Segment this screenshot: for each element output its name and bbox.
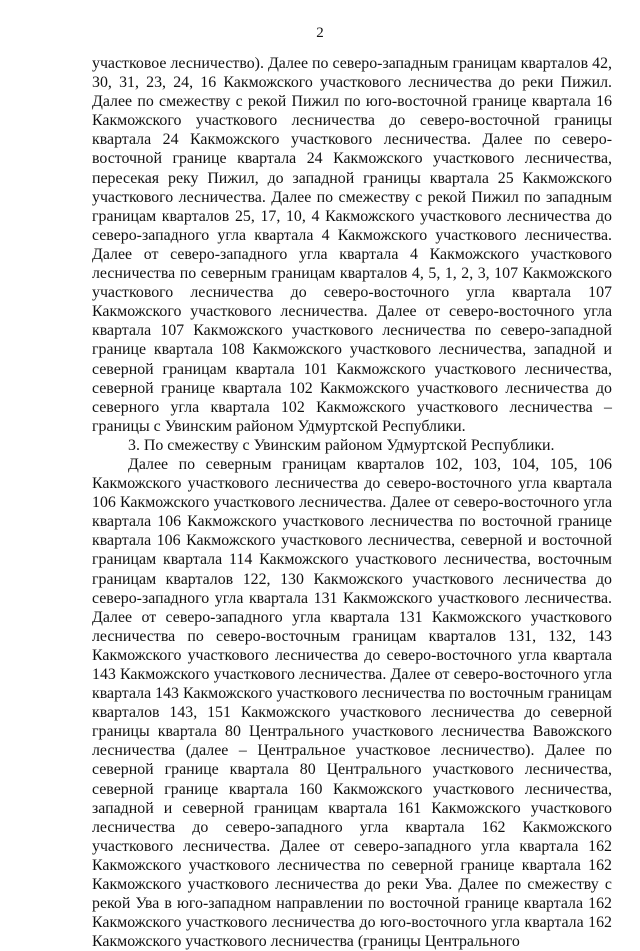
page-number: 2 bbox=[316, 25, 324, 41]
paragraph-continuation: участковое лесничество). Далее по северо-западным границам кварталов 42, 30, 31, 23, 24, 16 Какможского участкового лесничества до реки Пижил. Далее по смежеству с рекой Пижил по юго-восточной границе квартала 16 Какможского участкового лесничества до северо-восточной границы квартала 24 Какможского участкового лесничества. Далее по северо-восточной границе квартала 24 Какможского участкового лесничества, пересекая реку Пижил, до западной границы квартала 25 Какможского участкового лесничества. Далее по смежеству с рекой Пижил по западным границам кварталов 25, 17, 10, 4 Какможского участкового лесничества до северо-западного угла квартала 4 Какможского участкового лесничества. Далее от северо-западного угла квартала 4 Какможского участкового лесничества по северным границам кварталов 4, 5, 1, 2, 3, 107 Какможского участкового лесничества до северо-восточного угла квартала 107 Какможского участкового лесничества. Далее от северо-восточного угла квартала 107 Какможского участкового лесничества по северо-западной границе квартала 108 Какможского участкового лесничества, западной и северной границам квартала 101 Какможского участкового лесничества, северной границе квартала 102 Какможского участкового лесничества до северного угла квартала 102 Какможского участкового лесничества – границы с Увинским районом Удмуртской Республики. bbox=[92, 55, 612, 435]
section-heading: 3. По смежеству с Увинским районом Удмуртской Республики. bbox=[128, 436, 555, 454]
paragraph-section-3: Далее по северным границам кварталов 102, 103, 104, 105, 106 Какможского участкового лесничества до северо-восточного угла квартала 106 Какможского участкового лесничества. Далее от северо-восточного угла квартала 106 Какможского участкового лесничества по восточной границе квартала 106 Какможского участкового лесничества, северной и восточной границам квартала 114 Какможского участкового лесничества, восточным границам кварталов 122, 130 Какможского участкового лесничества до северо-западного угла квартала 131 Какможского участкового лесничества. Далее от северо-западного угла квартала 131 Какможского участкового лесничества по северо-восточным границам кварталов 131, 132, 143 Какможского участкового лесничества до северо-восточного угла квартала 143 Какможского участкового лесничества. Далее от северо-восточного угла квартала 143 Какможского участкового лесничества по восточным границам кварталов 143, 151 Какможского участкового лесничества до северной границы квартала 80 Центрального участкового лесничества Вавожского лесничества (далее – Центральное участковое лесничество). Далее по северной границе квартала 80 Центрального участкового лесничества, северной границе квартала 160 Какможского участкового лесничества, западной и северной границам квартала 161 Какможского участкового лесничества до северо-западного угла квартала 162 Какможского участкового лесничества. Далее от северо-западного угла квартала 162 Какможского участкового лесничества по северной границе квартала 162 Какможского участкового лесничества до реки Ува. Далее по смежеству с рекой Ува в юго-западном направлении по восточной границе квартала 162 Какможского участкового лесничества до юго-восточного угла квартала 162 Какможского участкового лесничества (границы Центрального bbox=[92, 455, 612, 951]
document-body bbox=[92, 54, 612, 951]
